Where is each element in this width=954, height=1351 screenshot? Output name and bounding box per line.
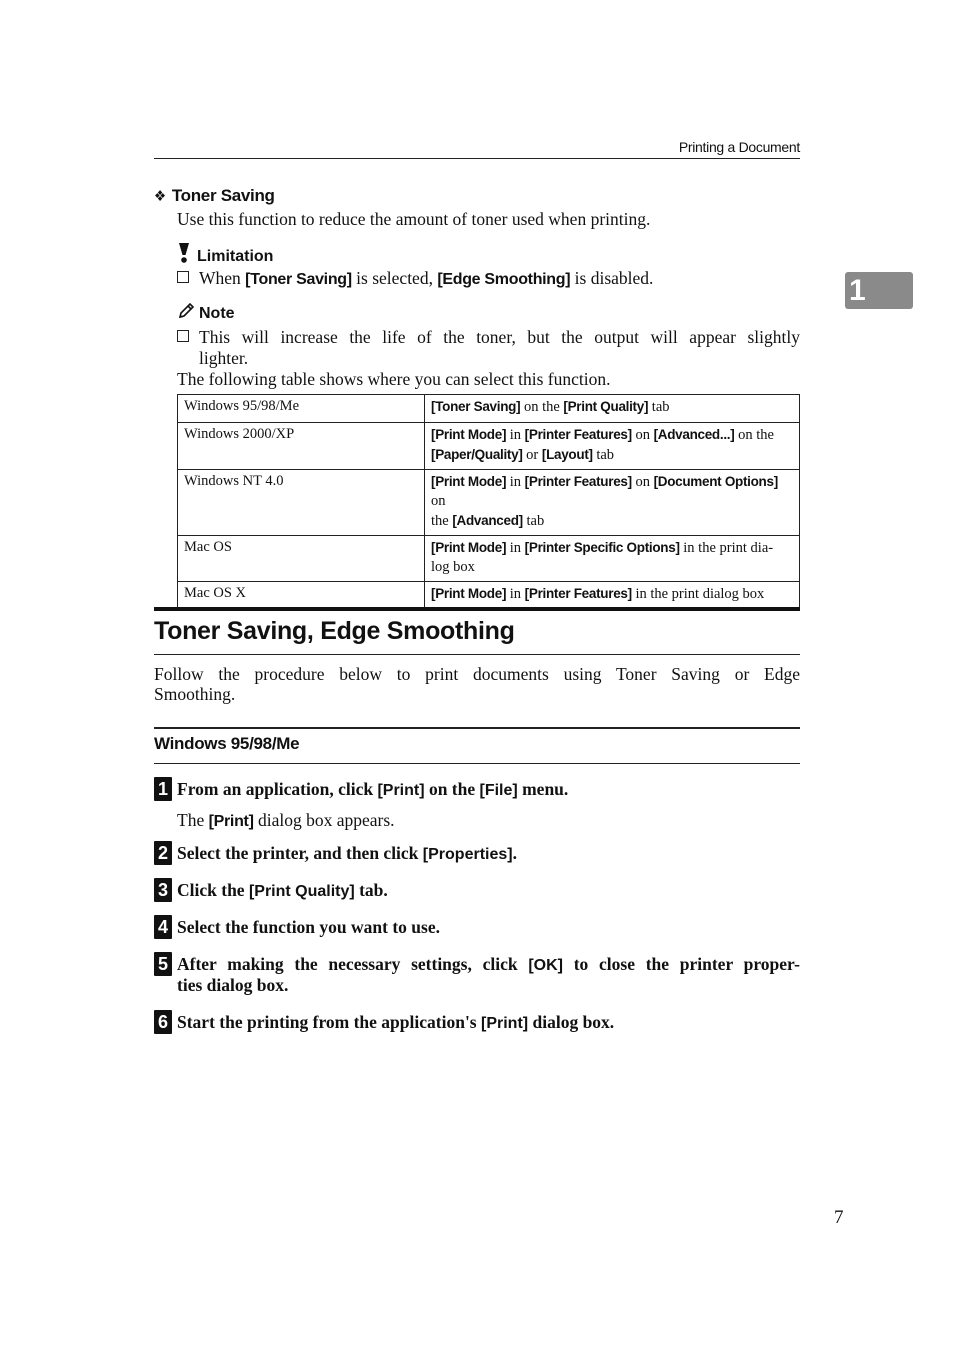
step-1-result: The [Print] dialog box appears. [177,810,395,830]
table-cell-location [425,470,800,536]
table-cell-os: Windows 95/98/Me [178,395,425,423]
table-row [178,423,800,470]
table-cell-location [425,582,800,610]
table-location-line: [Paper/Quality] or [Layout] tab [431,447,615,463]
function-location-table [177,394,800,610]
table-location-line: [Print Mode] in [Printer Features] in the print dialog box [431,586,765,602]
table-location-line: [Print Mode] in [Printer Features] on [Document Options] on [431,474,778,509]
table-cell-location [425,395,800,423]
table-cell-location [425,423,800,470]
step-number-4: 4 [154,915,172,939]
section-title-rule [154,654,800,655]
table-location-line: the [Advanced] tab [431,513,545,529]
running-header: Printing a Document [678,139,800,155]
section-title: Toner Saving, Edge Smoothing [154,617,515,645]
toner-saving-heading: ❖ Toner Saving [154,186,275,205]
table-row [178,536,800,582]
table-cell-location [425,536,800,582]
exclamation-icon [177,242,191,264]
section-intro-line1: Follow the procedure below to print documents using Toner Saving or Edge [154,664,800,684]
page-number: 7 [834,1207,844,1228]
section-intro-line2: Smoothing. [154,684,236,704]
subsection-title: Windows 95/98/Me [154,734,300,753]
limitation-item: When [Toner Saving] is selected, [Edge Smoothing] is disabled. [177,268,653,290]
subsection-bottom-rule [154,763,800,764]
table-cell-os: Windows NT 4.0 [178,470,425,536]
table-row [178,395,800,423]
section-rule [154,607,800,611]
table-cell-os: Mac OS X [178,582,425,610]
table-cell-os: Mac OS [178,536,425,582]
step-number-6: 6 [154,1010,172,1034]
toner-saving-description: Use this function to reduce the amount of toner used when printing. [177,209,651,229]
step-number-1: 1 [154,777,172,801]
table-location-line: [Toner Saving] on the [Print Quality] tab [431,399,670,415]
header-rule [154,158,800,159]
subsection-top-rule [154,727,800,729]
checkbox-bullet-icon [177,330,189,342]
step-number-5: 5 [154,952,172,976]
table-location-line: [Print Mode] in [Printer Features] on [Advanced...] on the [431,427,774,443]
step-number-3: 3 [154,878,172,902]
note-item: This will increase the life of the toner, but the output will appear slightly [177,327,800,348]
table-intro: The following table shows where you can select this function. [177,369,611,389]
pencil-icon [177,302,195,320]
checkbox-bullet-icon [177,271,189,283]
table-cell-os: Windows 2000/XP [178,423,425,470]
chapter-tab: 1 [845,272,913,309]
table-location-line: [Print Mode] in [Printer Specific Options] in the print dia- [431,540,774,556]
diamond-bullet-icon: ❖ [154,188,166,205]
limitation-heading: Limitation [177,242,273,266]
table-location-line: log box [431,559,475,575]
step-number-2: 2 [154,841,172,865]
table-row [178,582,800,610]
table-row [178,470,800,536]
note-item-continued: lighter. [199,348,249,368]
note-heading: Note [177,302,235,323]
